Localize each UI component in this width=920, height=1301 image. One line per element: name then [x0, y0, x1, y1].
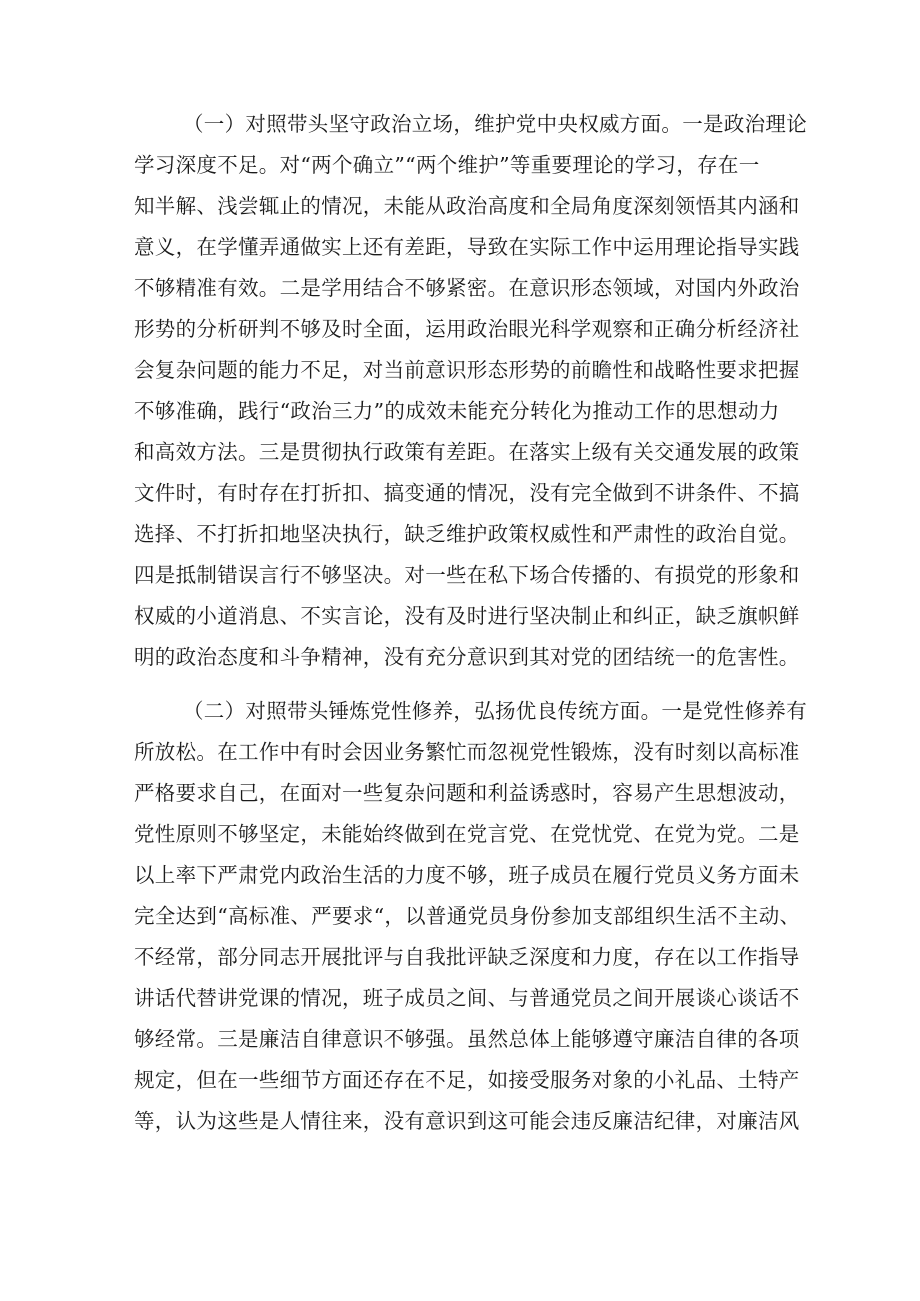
text-line: 严格要求自己，在面对一些复杂问题和利益诱惑时，容易产生思想波动，	[134, 781, 800, 805]
text-line: 等，认为这些是人情往来，没有意识到这可能会违反廉洁纪律，对廉洁风	[134, 1109, 800, 1133]
text-line: 完全达到“高标准、严要求“，以普通党员身份参加支部组织生活不主动、	[134, 904, 801, 928]
text-line: 不够准确，践行“政治三力”的成效未能充分转化为推动工作的思想动力	[134, 399, 780, 423]
text-line: 会复杂问题的能力不足，对当前意识形态形势的前瞻性和战略性要求把握	[134, 358, 800, 382]
text-line: 规定，但在一些细节方面还存在不足，如接受服务对象的小礼品、土特产	[134, 1068, 800, 1092]
text-line: 选择、不打折扣地坚决执行，缺乏维护政策权威性和严肃性的政治自觉。	[134, 522, 800, 546]
text-line: （一）对照带头坚守政治立场，维护党中央权威方面。一是政治理论	[183, 112, 807, 136]
text-line: （二）对照带头锤炼党性修养，弘扬优良传统方面。一是党性修养有	[183, 699, 807, 723]
text-line: 所放松。在工作中有时会因业务繁忙而忽视党性锻炼，没有时刻以高标准	[134, 740, 800, 764]
text-line: 知半解、浅尝辄止的情况，未能从政治高度和全局角度深刻领悟其内涵和	[134, 194, 800, 218]
text-line: 权威的小道消息、不实言论，没有及时进行坚决制止和纠正，缺乏旗帜鲜	[134, 604, 800, 628]
text-line: 以上率下严肃党内政治生活的力度不够，班子成员在履行党员义务方面未	[134, 863, 800, 887]
text-line: 文件时，有时存在打折扣、搞变通的情况，没有完全做到不讲条件、不搞	[134, 481, 800, 505]
text-line: 不够精准有效。二是学用结合不够紧密。在意识形态领域，对国内外政治	[134, 276, 800, 300]
text-line: 讲话代替讲党课的情况，班子成员之间、与普通党员之间开展谈心谈话不	[134, 986, 800, 1010]
text-line: 党性原则不够坚定，未能始终做到在党言党、在党忧党、在党为党。二是	[134, 822, 800, 846]
text-line: 学习深度不足。对“两个确立”“两个维护”等重要理论的学习，存在一	[134, 153, 760, 177]
text-line: 形势的分析研判不够及时全面，运用政治眼光科学观察和正确分析经济社	[134, 317, 800, 341]
text-line: 意义，在学懂弄通做实上还有差距，导致在实际工作中运用理论指导实践	[134, 235, 800, 259]
text-line: 和高效方法。三是贯彻执行政策有差距。在落实上级有关交通发展的政策	[134, 440, 800, 464]
text-line: 够经常。三是廉洁自律意识不够强。虽然总体上能够遵守廉洁自律的各项	[134, 1027, 800, 1051]
text-line: 不经常，部分同志开展批评与自我批评缺乏深度和力度，存在以工作指导	[134, 945, 800, 969]
text-line: 四是抵制错误言行不够坚决。对一些在私下场合传播的、有损党的形象和	[134, 563, 800, 587]
text-line: 明的政治态度和斗争精神，没有充分意识到其对党的团结统一的危害性。	[134, 645, 800, 669]
